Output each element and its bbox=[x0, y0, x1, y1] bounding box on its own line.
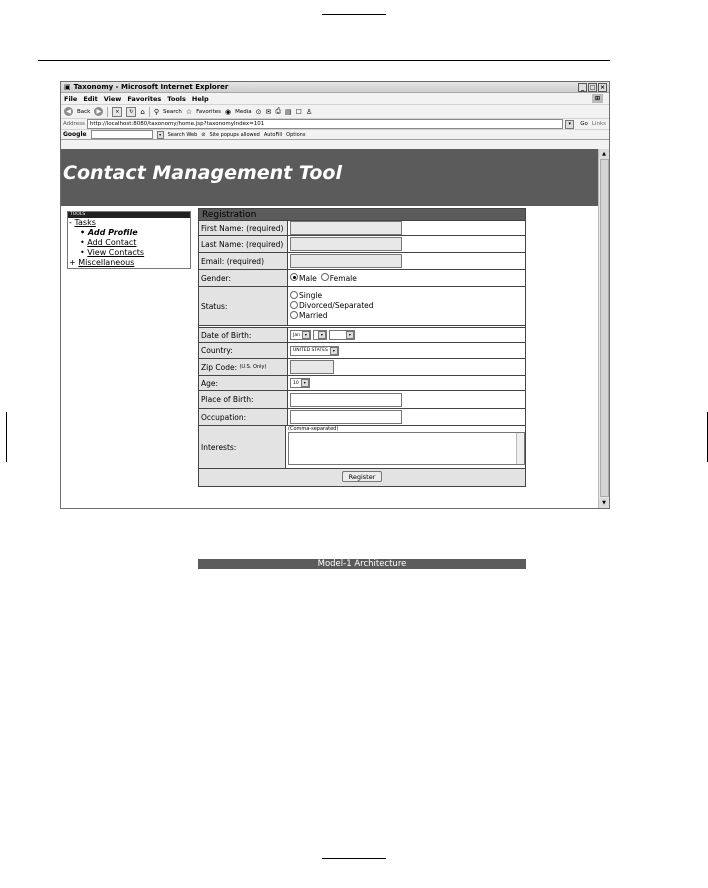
chevron-down-icon: ▾ bbox=[346, 331, 354, 339]
scroll-thumb[interactable] bbox=[600, 159, 609, 497]
chevron-down-icon: ▾ bbox=[318, 331, 326, 339]
popup-blocker-icon[interactable]: ⊘ bbox=[201, 131, 206, 138]
menu-favorites[interactable]: Favorites bbox=[127, 94, 162, 103]
footer-text: Model-1 Architecture bbox=[317, 559, 407, 569]
stop-icon[interactable]: × bbox=[112, 107, 122, 117]
menu-view[interactable]: View bbox=[103, 94, 122, 103]
registration-form bbox=[198, 208, 526, 487]
footer-bar bbox=[198, 559, 526, 569]
search-button[interactable]: Search bbox=[162, 108, 182, 115]
last-name-label: Last Name: (required) bbox=[199, 236, 288, 252]
window-title: Taxonomy - Microsoft Internet Explorer bbox=[73, 83, 229, 91]
page-margin-marker bbox=[6, 412, 7, 462]
status-single-radio[interactable] bbox=[290, 291, 298, 299]
country-row bbox=[199, 342, 525, 358]
gender-female-label: Female bbox=[329, 273, 357, 283]
messenger-icon[interactable]: ♙ bbox=[305, 107, 313, 116]
age-label: Age: bbox=[199, 376, 288, 390]
form-header: Registration bbox=[199, 209, 525, 220]
menu-help[interactable]: Help bbox=[191, 94, 209, 103]
toolbar-separator bbox=[107, 107, 108, 117]
email-label: Email: (required) bbox=[199, 253, 288, 269]
autofill-button[interactable]: AutoFill bbox=[263, 131, 283, 138]
maximize-icon[interactable]: □ bbox=[589, 83, 596, 91]
register-button[interactable]: Register bbox=[342, 471, 383, 482]
zip-input[interactable] bbox=[290, 360, 334, 374]
search-icon[interactable]: ⚲ bbox=[153, 107, 159, 116]
zip-row bbox=[199, 358, 525, 375]
occupation-input[interactable] bbox=[290, 410, 402, 424]
birthplace-input[interactable] bbox=[290, 393, 402, 407]
home-icon[interactable]: ⌂ bbox=[140, 107, 145, 116]
history-icon[interactable]: ⊙ bbox=[255, 107, 262, 116]
nav-item-view-contacts[interactable]: • View Contacts bbox=[80, 248, 145, 257]
site-popups-button[interactable]: Site popups allowed bbox=[209, 131, 260, 138]
google-dropdown-icon[interactable]: ▾ bbox=[157, 131, 164, 139]
print-icon[interactable]: ⎙ bbox=[275, 107, 281, 115]
country-value: UNITED STATES bbox=[293, 348, 328, 353]
age-select[interactable] bbox=[290, 378, 310, 388]
nav-item-label: Add Profile bbox=[87, 228, 138, 237]
address-label: Address bbox=[63, 121, 85, 127]
gender-male-label: Male bbox=[299, 273, 317, 283]
browser-window bbox=[60, 81, 610, 569]
back-icon[interactable]: ◀ bbox=[64, 107, 73, 116]
last-name-input[interactable] bbox=[290, 237, 402, 251]
nav-tasks[interactable]: - Tasks bbox=[69, 218, 96, 227]
page-bottom-line bbox=[322, 858, 386, 859]
occupation-row bbox=[199, 408, 525, 425]
address-url: http://localhost:8080/taxonomy/home.jsp?taxonomyIndex=101 bbox=[89, 121, 265, 127]
zip-label-cell bbox=[199, 359, 288, 375]
dob-row bbox=[199, 325, 525, 342]
age-row bbox=[199, 375, 525, 390]
status-option-label: Divorced/Separated bbox=[299, 301, 374, 310]
nav-item-link[interactable]: Add Contact bbox=[87, 238, 137, 247]
google-search-input[interactable] bbox=[91, 130, 153, 139]
status-option-label: Married bbox=[299, 311, 328, 320]
banner bbox=[61, 149, 599, 206]
country-label: Country: bbox=[199, 343, 288, 358]
chevron-down-icon: ▾ bbox=[330, 347, 338, 355]
nav-item-add-profile[interactable]: • Add Profile bbox=[80, 228, 138, 237]
options-button[interactable]: Options bbox=[286, 131, 306, 138]
status-married-radio[interactable] bbox=[290, 311, 298, 319]
dob-label: Date of Birth: bbox=[199, 328, 288, 342]
back-button[interactable]: Back bbox=[77, 108, 91, 115]
last-name-row bbox=[199, 235, 525, 252]
address-bar bbox=[61, 119, 609, 130]
refresh-icon[interactable]: ↻ bbox=[126, 107, 136, 117]
textarea-scrollbar[interactable] bbox=[516, 433, 524, 464]
close-icon[interactable]: × bbox=[599, 83, 606, 91]
page-top-line bbox=[322, 14, 386, 15]
windows-logo-icon: ⊞ bbox=[592, 94, 603, 103]
country-select[interactable] bbox=[290, 346, 339, 356]
tools-header: TOOLS bbox=[68, 212, 190, 218]
zip-note: (U.S. Only) bbox=[239, 364, 267, 370]
media-button[interactable]: Media bbox=[235, 108, 252, 115]
first-name-row bbox=[199, 220, 525, 235]
email-row bbox=[199, 252, 525, 269]
interests-textarea[interactable] bbox=[288, 432, 525, 465]
window-controls bbox=[578, 83, 607, 92]
media-icon[interactable]: ◉ bbox=[225, 107, 232, 116]
email-input[interactable] bbox=[290, 254, 402, 268]
status-label: Status: bbox=[199, 287, 288, 325]
nav-misc-link[interactable]: Miscellaneous bbox=[78, 258, 135, 267]
address-input[interactable] bbox=[87, 119, 563, 129]
google-toolbar bbox=[61, 130, 609, 140]
chevron-down-icon: ▾ bbox=[301, 379, 309, 387]
menu-file[interactable]: File bbox=[64, 94, 78, 103]
toolbar-separator bbox=[149, 107, 150, 117]
nav-item-add-contact[interactable]: • Add Contact bbox=[80, 238, 137, 247]
ie-icon: ▣ bbox=[64, 83, 71, 91]
interests-note: (Comma-separated) bbox=[288, 426, 339, 432]
nav-tasks-link[interactable]: Tasks bbox=[74, 218, 96, 227]
menu-edit[interactable]: Edit bbox=[83, 94, 98, 103]
favorites-button[interactable]: Favorites bbox=[196, 108, 221, 115]
discuss-icon[interactable]: ☐ bbox=[295, 107, 302, 116]
vertical-scrollbar[interactable] bbox=[598, 149, 609, 508]
dob-day-select[interactable] bbox=[313, 330, 327, 340]
favorites-icon[interactable]: ☆ bbox=[185, 107, 193, 116]
status-option-label: Single bbox=[299, 291, 323, 300]
first-name-label: First Name: (required) bbox=[199, 221, 288, 235]
google-logo[interactable]: Google bbox=[63, 131, 87, 138]
page-title: Contact Management Tool bbox=[63, 162, 342, 184]
gender-row bbox=[199, 269, 525, 286]
status-divorced-radio[interactable] bbox=[290, 301, 298, 309]
status-row bbox=[199, 286, 525, 325]
edit-icon[interactable]: ▤ bbox=[285, 107, 292, 116]
links-button[interactable]: Links bbox=[591, 121, 606, 127]
title-bar bbox=[61, 82, 609, 93]
gender-label: Gender: bbox=[199, 270, 288, 286]
gender-female-radio[interactable] bbox=[321, 273, 329, 281]
toolbar bbox=[61, 105, 609, 119]
mail-icon[interactable]: ✉ bbox=[265, 107, 272, 116]
dob-month-select[interactable] bbox=[290, 330, 311, 340]
tools-nav bbox=[67, 211, 191, 269]
zip-label: Zip Code: bbox=[201, 362, 238, 372]
interests-row bbox=[199, 425, 525, 468]
interests-label: Interests: bbox=[199, 426, 286, 468]
submit-row bbox=[199, 468, 525, 486]
go-button[interactable]: Go bbox=[580, 121, 588, 127]
nav-miscellaneous[interactable]: + Miscellaneous bbox=[69, 258, 135, 267]
chevron-down-icon: ▾ bbox=[302, 331, 310, 339]
menu-tools[interactable]: Tools bbox=[167, 94, 186, 103]
birthplace-row bbox=[199, 390, 525, 408]
menu-bar bbox=[61, 93, 609, 105]
page-viewport bbox=[61, 149, 599, 569]
search-web-button[interactable]: Search Web bbox=[167, 131, 198, 138]
dob-year-select[interactable] bbox=[329, 330, 355, 340]
gender-male-radio[interactable] bbox=[290, 273, 298, 281]
dob-month-value: Jan bbox=[293, 332, 300, 338]
page-rule bbox=[38, 60, 610, 61]
forward-icon[interactable]: ▶ bbox=[94, 107, 103, 116]
age-value: 10 bbox=[293, 380, 299, 386]
occupation-label: Occupation: bbox=[199, 409, 288, 425]
scroll-down-icon[interactable]: ▼ bbox=[599, 498, 609, 508]
address-dropdown-icon[interactable]: ▾ bbox=[565, 120, 574, 129]
scroll-up-icon[interactable]: ▲ bbox=[599, 149, 609, 159]
nav-item-link[interactable]: View Contacts bbox=[87, 248, 145, 257]
first-name-input[interactable] bbox=[290, 221, 402, 235]
birthplace-label: Place of Birth: bbox=[199, 391, 288, 408]
minimize-icon[interactable]: _ bbox=[578, 83, 587, 92]
